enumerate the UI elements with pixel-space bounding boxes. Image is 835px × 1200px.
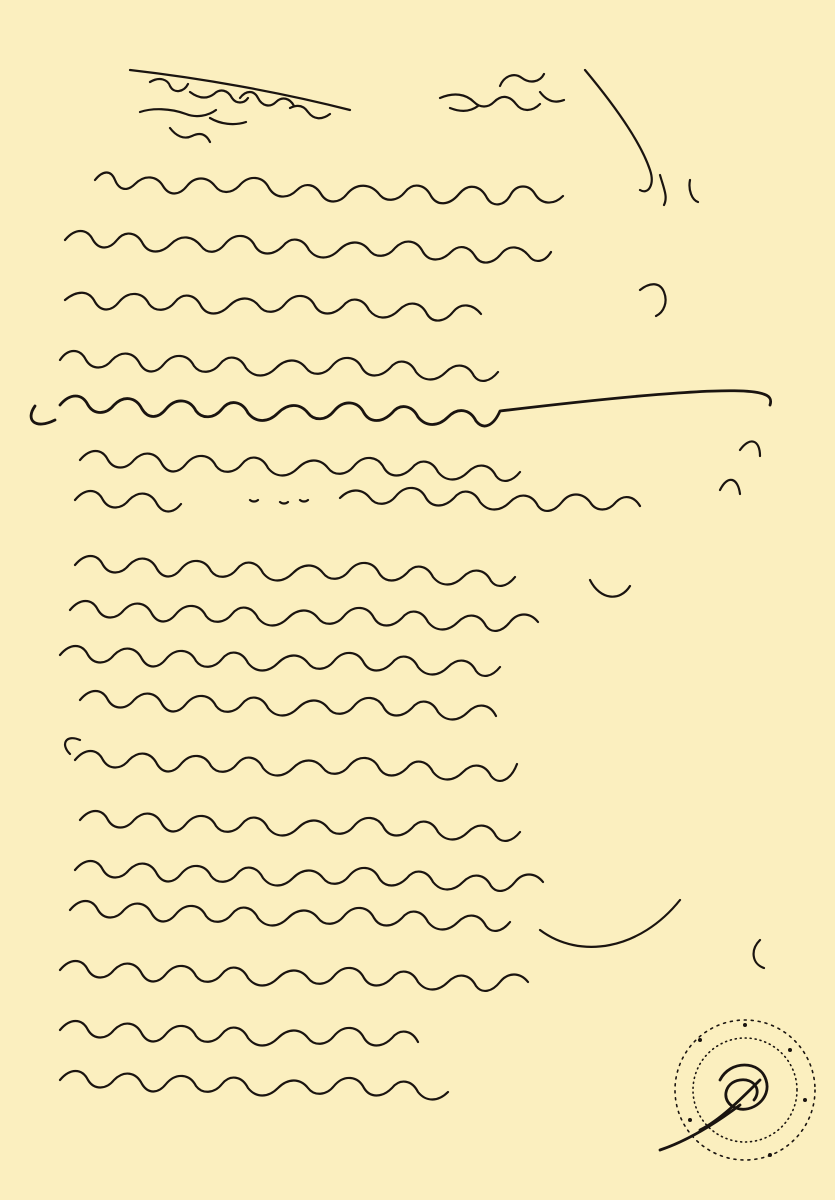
- script-line-17: [60, 1021, 418, 1046]
- script-line-11: [80, 691, 496, 720]
- header-right-script: [440, 74, 564, 111]
- script-line-10: [60, 646, 500, 676]
- script-line-3: [65, 284, 666, 320]
- script-line-9: [70, 601, 538, 631]
- script-line-12: [65, 738, 517, 781]
- script-line-16: [60, 940, 764, 991]
- script-line-13: [80, 811, 520, 841]
- script-line-8: [75, 556, 630, 597]
- round-seal-stamp: [660, 1020, 815, 1160]
- header-right-curl: [585, 70, 652, 191]
- script-line-2: [65, 231, 551, 263]
- script-line-4: [60, 351, 498, 381]
- header-left-script: [130, 70, 350, 142]
- script-line-15: [70, 900, 680, 947]
- script-line-14: [75, 861, 543, 891]
- script-line-1: [95, 173, 698, 206]
- header-strokes: [130, 70, 652, 191]
- script-line-6: [80, 441, 760, 480]
- script-line-18: [60, 1071, 448, 1100]
- script-line-7: [75, 480, 740, 512]
- body-lines: [31, 173, 771, 1100]
- script-line-5: [31, 391, 771, 426]
